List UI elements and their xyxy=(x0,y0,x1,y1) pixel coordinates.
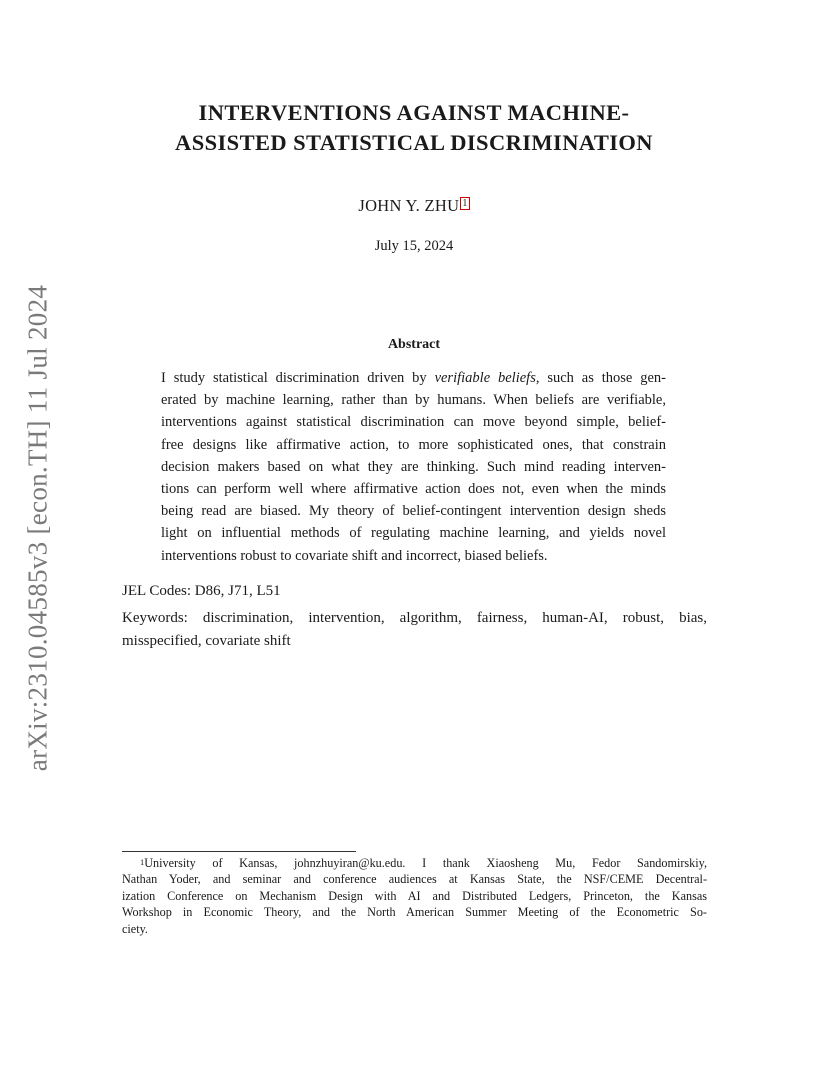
abstract-line: tions can perform well where affirmative action does not, even when the minds xyxy=(161,481,666,498)
abstract-heading: Abstract xyxy=(387,337,441,352)
title-line-1: INTERVENTIONS AGAINST MACHINE- xyxy=(198,100,630,125)
keywords-line: Keywords: discrimination, intervention, algorithm, fairness, human-AI, robust, bias, xyxy=(122,610,707,626)
footnote-divider xyxy=(122,851,356,852)
abstract-line: erated by machine learning, rather than by humans. When beliefs are verifiable, xyxy=(161,392,666,409)
footnote xyxy=(122,855,707,937)
author-name: JOHN Y. ZHU xyxy=(358,196,460,215)
footnote-line: ciety. xyxy=(122,921,148,936)
abstract-line: free designs like affirmative action, to more sophisticated ones, that constrain xyxy=(161,436,666,453)
footnote-line: Nathan Yoder, and seminar and conference audiences at Kansas State, the NSF/CEME Decentral- xyxy=(122,872,707,887)
paper-title xyxy=(0,98,828,158)
abstract-line: decision makers based on what they are thinking. Such mind reading interven- xyxy=(161,458,666,475)
abstract-line: I study statistical discrimination driven by verifiable beliefs, such as those gen- xyxy=(161,370,667,386)
footnote-line: $^1$University of Kansas, johnzhuyiran@ku.edu. I thank Xiaosheng Mu, Fedor Sandomirskiy, xyxy=(140,856,707,870)
abstract-line: being read are biased. My theory of belief-contingent intervention design sheds xyxy=(161,503,666,520)
footnote-line: ization Conference on Mechanism Design with AI and Distributed Ledgers, Princeton, the Kansas xyxy=(122,888,707,903)
publication-date: July 15, 2024 xyxy=(374,238,454,254)
jel-codes: JEL Codes: D86, J71, L51 xyxy=(122,583,281,599)
author-footnote-link[interactable]: 1 xyxy=(462,198,468,209)
abstract-body xyxy=(161,367,666,567)
footnote-mark: 1 xyxy=(140,857,145,867)
keywords xyxy=(122,607,707,653)
title-line-2: ASSISTED STATISTICAL DISCRIMINATION xyxy=(175,130,653,155)
abstract-emphasis: verifiable beliefs xyxy=(434,370,536,386)
footnote-line: Workshop in Economic Theory, and the North American Summer Meeting of the Econometric So- xyxy=(122,905,707,920)
abstract-line: light on influential methods of regulating machine learning, and yields novel xyxy=(161,525,666,542)
keywords-line: misspecified, covariate shift xyxy=(122,633,291,649)
arxiv-identifier-stamp: arXiv:2310.04585v3 [econ.TH] 11 Jul 2024 xyxy=(22,284,53,772)
abstract-line: interventions against statistical discrimination can move beyond simple, belief- xyxy=(161,414,666,431)
abstract-line: interventions robust to covariate shift and incorrect, biased beliefs. xyxy=(161,547,548,564)
author xyxy=(0,196,828,216)
